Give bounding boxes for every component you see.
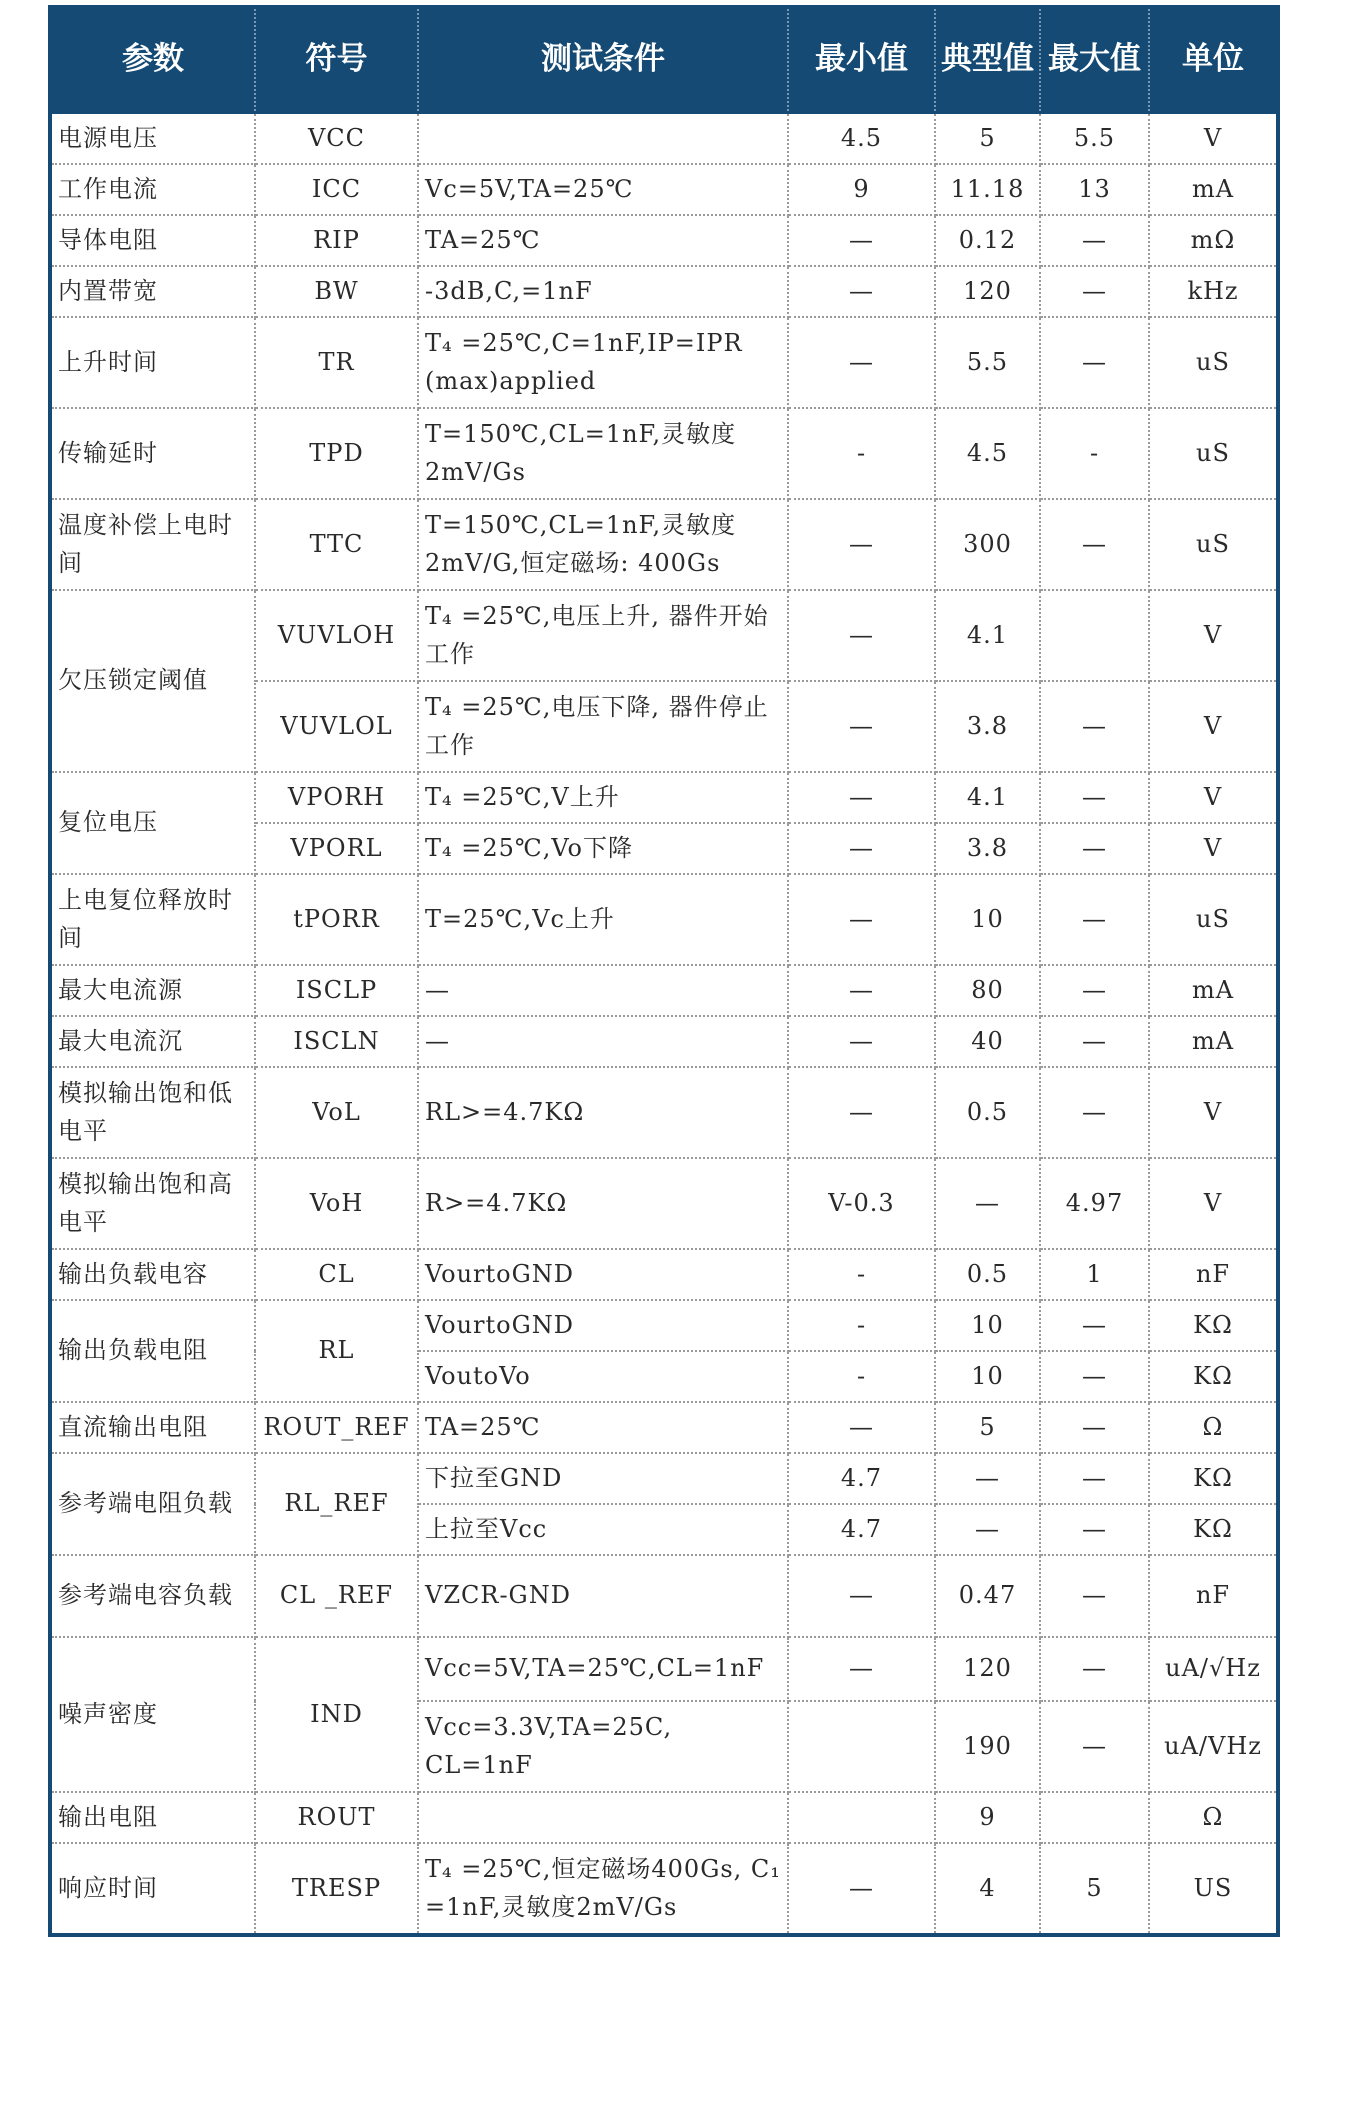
param-cell: 欠压锁定阈值 <box>52 590 255 772</box>
condition-cell: RL>=4.7KΩ <box>418 1067 788 1158</box>
symbol-cell: ISCLN <box>255 1016 418 1067</box>
min-cell: — <box>788 823 935 874</box>
table-row <box>52 164 1276 215</box>
unit-cell: V <box>1149 823 1276 874</box>
table-row <box>52 1300 1276 1351</box>
condition-cell: — <box>418 965 788 1016</box>
max-cell: — <box>1040 266 1149 317</box>
max-cell: — <box>1040 1504 1149 1555</box>
min-cell: — <box>788 590 935 681</box>
min-cell: — <box>788 965 935 1016</box>
condition-cell: T=25℃,Vc上升 <box>418 874 788 965</box>
min-cell: — <box>788 1016 935 1067</box>
condition-cell: T₄ =25℃,电压上升, 器件开始工作 <box>418 590 788 681</box>
typ-cell: 0.47 <box>935 1555 1040 1637</box>
table-row <box>52 1843 1276 1933</box>
symbol-cell: RL_REF <box>255 1453 418 1555</box>
min-cell: - <box>788 1249 935 1300</box>
unit-cell: V <box>1149 681 1276 772</box>
param-cell: 上电复位释放时间 <box>52 874 255 965</box>
max-cell <box>1040 590 1149 681</box>
symbol-cell: BW <box>255 266 418 317</box>
typ-cell: 0.5 <box>935 1067 1040 1158</box>
min-cell: — <box>788 1402 935 1453</box>
unit-cell: KΩ <box>1149 1504 1276 1555</box>
symbol-cell: VUVLOH <box>255 590 418 681</box>
symbol-cell: VPORL <box>255 823 418 874</box>
typ-cell: 5 <box>935 113 1040 165</box>
condition-cell <box>418 113 788 165</box>
symbol-cell: ICC <box>255 164 418 215</box>
param-cell: 上升时间 <box>52 317 255 408</box>
min-cell: 9 <box>788 164 935 215</box>
table-row <box>52 408 1276 499</box>
min-cell: 4.7 <box>788 1504 935 1555</box>
table-row <box>52 1555 1276 1637</box>
min-cell: V-0.3 <box>788 1158 935 1249</box>
condition-cell: T₄ =25℃,恒定磁场400Gs, C₁ =1nF,灵敏度2mV/Gs <box>418 1843 788 1933</box>
unit-cell: V <box>1149 590 1276 681</box>
table-row <box>52 1792 1276 1843</box>
typ-cell: 5.5 <box>935 317 1040 408</box>
table-row <box>52 590 1276 681</box>
unit-cell: KΩ <box>1149 1453 1276 1504</box>
table-row <box>52 1453 1276 1504</box>
param-cell: 响应时间 <box>52 1843 255 1933</box>
condition-cell: T=150℃,CL=1nF,灵敏度 2mV/G,恒定磁场: 400Gs <box>418 499 788 590</box>
typ-cell: 4 <box>935 1843 1040 1933</box>
header-max: 最大值 <box>1040 9 1149 113</box>
table-row <box>52 1249 1276 1300</box>
param-cell: 传输延时 <box>52 408 255 499</box>
table-row <box>52 1158 1276 1249</box>
symbol-cell: VoL <box>255 1067 418 1158</box>
param-cell: 最大电流沉 <box>52 1016 255 1067</box>
min-cell <box>788 1792 935 1843</box>
max-cell: 5 <box>1040 1843 1149 1933</box>
unit-cell: KΩ <box>1149 1351 1276 1402</box>
table-row <box>52 113 1276 165</box>
typ-cell: 3.8 <box>935 823 1040 874</box>
condition-cell: T=150℃,CL=1nF,灵敏度 2mV/Gs <box>418 408 788 499</box>
table-row <box>52 1067 1276 1158</box>
typ-cell: 9 <box>935 1792 1040 1843</box>
max-cell: — <box>1040 772 1149 823</box>
symbol-cell: TTC <box>255 499 418 590</box>
condition-cell: 上拉至Vcc <box>418 1504 788 1555</box>
max-cell: 1 <box>1040 1249 1149 1300</box>
spec-table-container <box>48 5 1280 1937</box>
typ-cell: — <box>935 1453 1040 1504</box>
header-condition: 测试条件 <box>418 9 788 113</box>
typ-cell: 3.8 <box>935 681 1040 772</box>
table-row <box>52 1637 1276 1701</box>
max-cell <box>1040 1792 1149 1843</box>
table-row <box>52 499 1276 590</box>
unit-cell: V <box>1149 1067 1276 1158</box>
unit-cell: kHz <box>1149 266 1276 317</box>
param-cell: 复位电压 <box>52 772 255 874</box>
max-cell: — <box>1040 317 1149 408</box>
symbol-cell: VCC <box>255 113 418 165</box>
typ-cell: 120 <box>935 266 1040 317</box>
symbol-cell: VPORH <box>255 772 418 823</box>
condition-cell: VZCR-GND <box>418 1555 788 1637</box>
max-cell: — <box>1040 1016 1149 1067</box>
unit-cell: mA <box>1149 1016 1276 1067</box>
table-row <box>52 215 1276 266</box>
max-cell: — <box>1040 1300 1149 1351</box>
typ-cell: 0.5 <box>935 1249 1040 1300</box>
param-cell: 电源电压 <box>52 113 255 165</box>
unit-cell: KΩ <box>1149 1300 1276 1351</box>
min-cell: — <box>788 499 935 590</box>
param-cell: 导体电阻 <box>52 215 255 266</box>
param-cell: 参考端电阻负载 <box>52 1453 255 1555</box>
unit-cell: uS <box>1149 408 1276 499</box>
header-typ: 典型值 <box>935 9 1040 113</box>
param-cell: 参考端电容负载 <box>52 1555 255 1637</box>
unit-cell: Ω <box>1149 1792 1276 1843</box>
max-cell: 13 <box>1040 164 1149 215</box>
min-cell <box>788 1701 935 1792</box>
condition-cell: -3dB,C,=1nF <box>418 266 788 317</box>
condition-cell: TA=25℃ <box>418 1402 788 1453</box>
min-cell: — <box>788 681 935 772</box>
header-unit: 单位 <box>1149 9 1276 113</box>
param-cell: 温度补偿上电时间 <box>52 499 255 590</box>
condition-cell: Vcc=5V,TA=25℃,CL=1nF <box>418 1637 788 1701</box>
max-cell: 5.5 <box>1040 113 1149 165</box>
min-cell: — <box>788 317 935 408</box>
max-cell: — <box>1040 215 1149 266</box>
typ-cell: 4.5 <box>935 408 1040 499</box>
spec-table <box>52 9 1276 1933</box>
header-row <box>52 9 1276 113</box>
max-cell: — <box>1040 1402 1149 1453</box>
table-row <box>52 874 1276 965</box>
max-cell: - <box>1040 408 1149 499</box>
param-cell: 内置带宽 <box>52 266 255 317</box>
header-symbol: 符号 <box>255 9 418 113</box>
header-param: 参数 <box>52 9 255 113</box>
param-cell: 输出负载电阻 <box>52 1300 255 1402</box>
param-cell: 模拟输出饱和低电平 <box>52 1067 255 1158</box>
condition-cell: VourtoGND <box>418 1300 788 1351</box>
min-cell: 4.5 <box>788 113 935 165</box>
max-cell: — <box>1040 823 1149 874</box>
typ-cell: 10 <box>935 1351 1040 1402</box>
symbol-cell: tPORR <box>255 874 418 965</box>
unit-cell: uS <box>1149 317 1276 408</box>
max-cell: — <box>1040 874 1149 965</box>
condition-cell: Vcc=3.3V,TA=25C, CL=1nF <box>418 1701 788 1792</box>
unit-cell: V <box>1149 1158 1276 1249</box>
min-cell: — <box>788 215 935 266</box>
condition-cell: 下拉至GND <box>418 1453 788 1504</box>
symbol-cell: ISCLP <box>255 965 418 1016</box>
typ-cell: 10 <box>935 1300 1040 1351</box>
symbol-cell: TR <box>255 317 418 408</box>
condition-cell: T₄ =25℃,V上升 <box>418 772 788 823</box>
param-cell: 直流输出电阻 <box>52 1402 255 1453</box>
condition-cell: VourtoGND <box>418 1249 788 1300</box>
param-cell: 最大电流源 <box>52 965 255 1016</box>
condition-cell: T₄ =25℃,Vo下降 <box>418 823 788 874</box>
max-cell: 4.97 <box>1040 1158 1149 1249</box>
unit-cell: mA <box>1149 965 1276 1016</box>
condition-cell: TA=25℃ <box>418 215 788 266</box>
symbol-cell: RL <box>255 1300 418 1402</box>
max-cell: — <box>1040 681 1149 772</box>
typ-cell: 4.1 <box>935 772 1040 823</box>
min-cell: — <box>788 772 935 823</box>
symbol-cell: TPD <box>255 408 418 499</box>
typ-cell: — <box>935 1504 1040 1555</box>
condition-cell: Vc=5V,TA=25℃ <box>418 164 788 215</box>
unit-cell: US <box>1149 1843 1276 1933</box>
typ-cell: 5 <box>935 1402 1040 1453</box>
typ-cell: 0.12 <box>935 215 1040 266</box>
unit-cell: nF <box>1149 1555 1276 1637</box>
table-row <box>52 1402 1276 1453</box>
typ-cell: 300 <box>935 499 1040 590</box>
symbol-cell: TRESP <box>255 1843 418 1933</box>
min-cell: — <box>788 1555 935 1637</box>
symbol-cell: ROUT <box>255 1792 418 1843</box>
typ-cell: 4.1 <box>935 590 1040 681</box>
unit-cell: uA/√Hz <box>1149 1637 1276 1701</box>
min-cell: — <box>788 1067 935 1158</box>
max-cell: — <box>1040 1453 1149 1504</box>
unit-cell: uS <box>1149 499 1276 590</box>
condition-cell: VoutoVo <box>418 1351 788 1402</box>
typ-cell: 10 <box>935 874 1040 965</box>
symbol-cell: CL <box>255 1249 418 1300</box>
table-row <box>52 772 1276 823</box>
min-cell: — <box>788 1637 935 1701</box>
condition-cell: R>=4.7KΩ <box>418 1158 788 1249</box>
typ-cell: 190 <box>935 1701 1040 1792</box>
condition-cell: — <box>418 1016 788 1067</box>
condition-cell <box>418 1792 788 1843</box>
condition-cell: T₄ =25℃,C=1nF,IP=IPR (max)applied <box>418 317 788 408</box>
unit-cell: mA <box>1149 164 1276 215</box>
typ-cell: 120 <box>935 1637 1040 1701</box>
min-cell: - <box>788 1300 935 1351</box>
unit-cell: V <box>1149 113 1276 165</box>
unit-cell: Ω <box>1149 1402 1276 1453</box>
max-cell: — <box>1040 1351 1149 1402</box>
typ-cell: 80 <box>935 965 1040 1016</box>
typ-cell: 40 <box>935 1016 1040 1067</box>
param-cell: 输出电阻 <box>52 1792 255 1843</box>
symbol-cell: RIP <box>255 215 418 266</box>
table-row <box>52 965 1276 1016</box>
symbol-cell: VUVLOL <box>255 681 418 772</box>
max-cell: — <box>1040 1701 1149 1792</box>
max-cell: — <box>1040 1637 1149 1701</box>
symbol-cell: ROUT_REF <box>255 1402 418 1453</box>
param-cell: 工作电流 <box>52 164 255 215</box>
table-row <box>52 317 1276 408</box>
param-cell: 噪声密度 <box>52 1637 255 1792</box>
unit-cell: uA/VHz <box>1149 1701 1276 1792</box>
symbol-cell: VoH <box>255 1158 418 1249</box>
table-row <box>52 1016 1276 1067</box>
unit-cell: nF <box>1149 1249 1276 1300</box>
min-cell: - <box>788 1351 935 1402</box>
symbol-cell: CL _REF <box>255 1555 418 1637</box>
symbol-cell: IND <box>255 1637 418 1792</box>
unit-cell: uS <box>1149 874 1276 965</box>
max-cell: — <box>1040 965 1149 1016</box>
min-cell: 4.7 <box>788 1453 935 1504</box>
condition-cell: T₄ =25℃,电压下降, 器件停止工作 <box>418 681 788 772</box>
min-cell: — <box>788 266 935 317</box>
typ-cell: 11.18 <box>935 164 1040 215</box>
max-cell: — <box>1040 1555 1149 1637</box>
min-cell: — <box>788 1843 935 1933</box>
max-cell: — <box>1040 1067 1149 1158</box>
unit-cell: mΩ <box>1149 215 1276 266</box>
min-cell: — <box>788 874 935 965</box>
header-min: 最小值 <box>788 9 935 113</box>
param-cell: 模拟输出饱和高电平 <box>52 1158 255 1249</box>
param-cell: 输出负载电容 <box>52 1249 255 1300</box>
max-cell: — <box>1040 499 1149 590</box>
min-cell: - <box>788 408 935 499</box>
typ-cell: — <box>935 1158 1040 1249</box>
table-row <box>52 266 1276 317</box>
unit-cell: V <box>1149 772 1276 823</box>
